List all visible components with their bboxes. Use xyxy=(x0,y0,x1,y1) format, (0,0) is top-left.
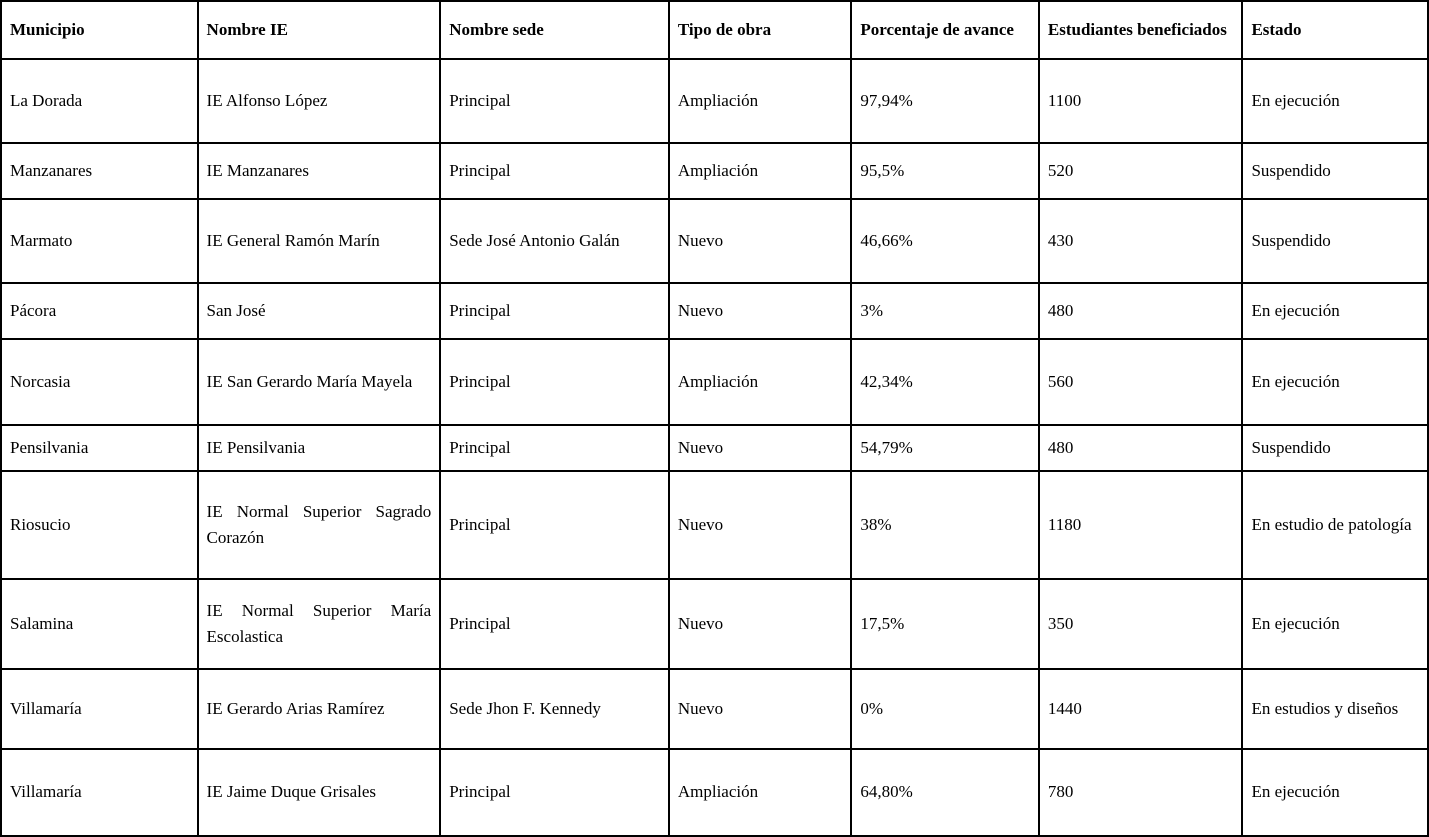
cell-estado: Suspendido xyxy=(1242,143,1428,199)
column-header-tipo-de-obra: Tipo de obra xyxy=(669,1,852,59)
table-row xyxy=(1,425,1428,471)
cell-estado: En ejecución xyxy=(1242,579,1428,669)
cell-nombre-ie: IE Gerardo Arias Ramírez xyxy=(198,669,441,749)
cell-tipo-de-obra: Ampliación xyxy=(669,749,852,836)
column-header-nombre-ie: Nombre IE xyxy=(198,1,441,59)
cell-estudiantes-beneficiados: 430 xyxy=(1039,199,1243,283)
cell-estudiantes-beneficiados: 780 xyxy=(1039,749,1243,836)
cell-nombre-sede: Principal xyxy=(440,59,669,143)
cell-nombre-ie: IE Jaime Duque Grisales xyxy=(198,749,441,836)
table-row xyxy=(1,339,1428,425)
column-header-estudiantes-beneficiados: Estudiantes beneficiados xyxy=(1039,1,1243,59)
table-row xyxy=(1,199,1428,283)
cell-municipio: Riosucio xyxy=(1,471,198,579)
cell-tipo-de-obra: Nuevo xyxy=(669,471,852,579)
cell-nombre-ie: IE Alfonso López xyxy=(198,59,441,143)
cell-porcentaje-avance: 0% xyxy=(851,669,1039,749)
cell-municipio: Villamaría xyxy=(1,669,198,749)
cell-estado: En ejecución xyxy=(1242,339,1428,425)
cell-tipo-de-obra: Nuevo xyxy=(669,669,852,749)
cell-municipio: Salamina xyxy=(1,579,198,669)
cell-municipio: Marmato xyxy=(1,199,198,283)
cell-tipo-de-obra: Nuevo xyxy=(669,199,852,283)
cell-nombre-ie: IE Manzanares xyxy=(198,143,441,199)
table-row xyxy=(1,59,1428,143)
cell-estudiantes-beneficiados: 1440 xyxy=(1039,669,1243,749)
table-body xyxy=(1,59,1428,836)
cell-municipio: La Dorada xyxy=(1,59,198,143)
cell-estudiantes-beneficiados: 480 xyxy=(1039,283,1243,339)
cell-tipo-de-obra: Ampliación xyxy=(669,59,852,143)
cell-porcentaje-avance: 38% xyxy=(851,471,1039,579)
cell-nombre-ie: IE Pensilvania xyxy=(198,425,441,471)
cell-municipio: Pensilvania xyxy=(1,425,198,471)
cell-nombre-ie: San José xyxy=(198,283,441,339)
cell-porcentaje-avance: 42,34% xyxy=(851,339,1039,425)
header-row xyxy=(1,1,1428,59)
cell-estado: Suspendido xyxy=(1242,425,1428,471)
cell-porcentaje-avance: 3% xyxy=(851,283,1039,339)
cell-tipo-de-obra: Ampliación xyxy=(669,143,852,199)
cell-nombre-sede: Principal xyxy=(440,283,669,339)
cell-estudiantes-beneficiados: 520 xyxy=(1039,143,1243,199)
cell-nombre-sede: Principal xyxy=(440,749,669,836)
cell-tipo-de-obra: Nuevo xyxy=(669,579,852,669)
cell-estudiantes-beneficiados: 1180 xyxy=(1039,471,1243,579)
cell-porcentaje-avance: 17,5% xyxy=(851,579,1039,669)
cell-tipo-de-obra: Nuevo xyxy=(669,425,852,471)
table-row xyxy=(1,749,1428,836)
cell-nombre-sede: Principal xyxy=(440,579,669,669)
cell-nombre-sede: Principal xyxy=(440,143,669,199)
column-header-municipio: Municipio xyxy=(1,1,198,59)
cell-nombre-ie: IE Normal Superior Sagrado Corazón xyxy=(198,471,441,579)
cell-nombre-ie: IE Normal Superior María Escolastica xyxy=(198,579,441,669)
cell-nombre-sede: Principal xyxy=(440,339,669,425)
cell-nombre-sede: Principal xyxy=(440,471,669,579)
table-row xyxy=(1,143,1428,199)
cell-municipio: Norcasia xyxy=(1,339,198,425)
cell-nombre-ie: IE General Ramón Marín xyxy=(198,199,441,283)
cell-nombre-sede: Sede Jhon F. Kennedy xyxy=(440,669,669,749)
table-row xyxy=(1,283,1428,339)
cell-estado: En ejecución xyxy=(1242,59,1428,143)
cell-estudiantes-beneficiados: 1100 xyxy=(1039,59,1243,143)
column-header-porcentaje-avance: Porcentaje de avance xyxy=(851,1,1039,59)
cell-estado: En ejecución xyxy=(1242,283,1428,339)
column-header-estado: Estado xyxy=(1242,1,1428,59)
cell-nombre-sede: Principal xyxy=(440,425,669,471)
cell-estudiantes-beneficiados: 560 xyxy=(1039,339,1243,425)
cell-municipio: Villamaría xyxy=(1,749,198,836)
cell-estado: Suspendido xyxy=(1242,199,1428,283)
cell-estado: En estudio de patología xyxy=(1242,471,1428,579)
column-header-nombre-sede: Nombre sede xyxy=(440,1,669,59)
cell-tipo-de-obra: Ampliación xyxy=(669,339,852,425)
table-row xyxy=(1,669,1428,749)
cell-municipio: Manzanares xyxy=(1,143,198,199)
cell-porcentaje-avance: 46,66% xyxy=(851,199,1039,283)
cell-nombre-ie: IE San Gerardo María Mayela xyxy=(198,339,441,425)
cell-municipio: Pácora xyxy=(1,283,198,339)
cell-porcentaje-avance: 95,5% xyxy=(851,143,1039,199)
cell-estado: En estudios y diseños xyxy=(1242,669,1428,749)
cell-porcentaje-avance: 54,79% xyxy=(851,425,1039,471)
cell-porcentaje-avance: 97,94% xyxy=(851,59,1039,143)
cell-porcentaje-avance: 64,80% xyxy=(851,749,1039,836)
cell-estudiantes-beneficiados: 350 xyxy=(1039,579,1243,669)
cell-estado: En ejecución xyxy=(1242,749,1428,836)
table-row xyxy=(1,471,1428,579)
cell-estudiantes-beneficiados: 480 xyxy=(1039,425,1243,471)
cell-tipo-de-obra: Nuevo xyxy=(669,283,852,339)
cell-nombre-sede: Sede José Antonio Galán xyxy=(440,199,669,283)
table-row xyxy=(1,579,1428,669)
